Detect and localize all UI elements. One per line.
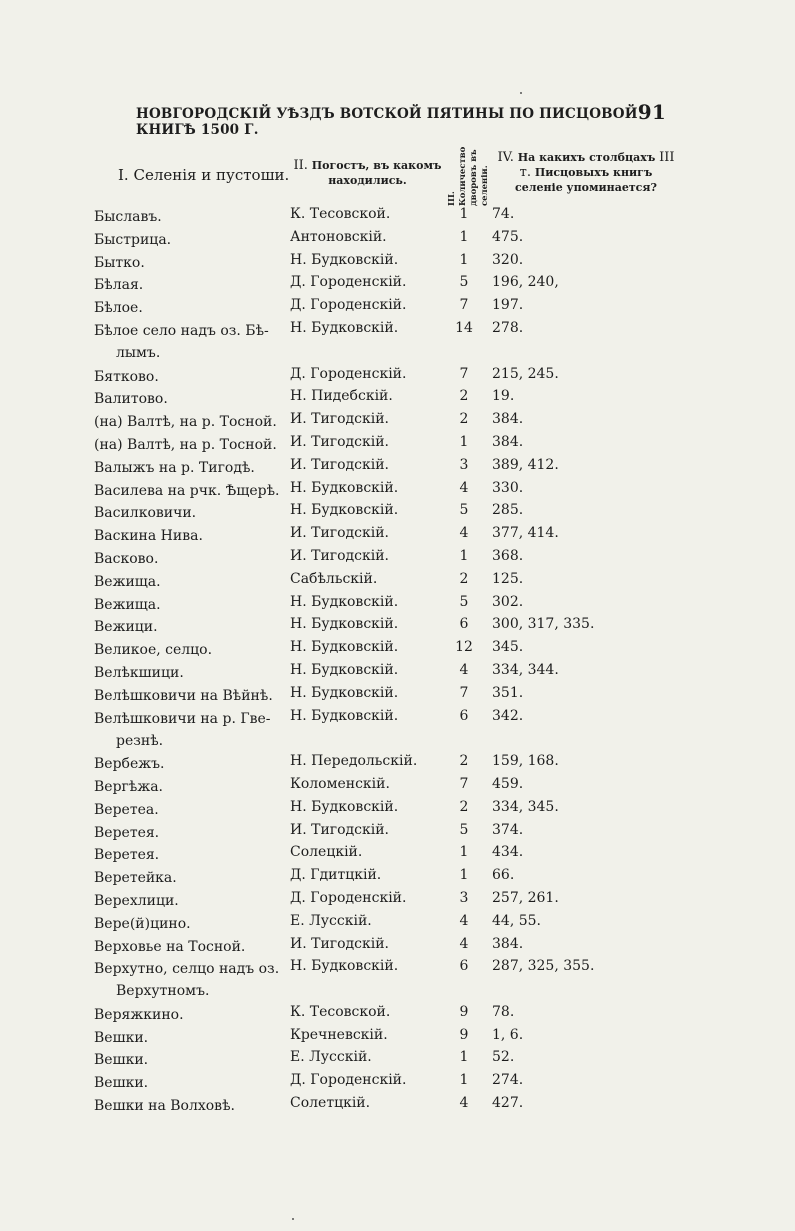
column-header-columns-text2: Писцовыхъ книгъ селеніе упоминается? bbox=[515, 166, 657, 194]
household-count: 1 bbox=[459, 251, 469, 268]
table-row bbox=[0, 295, 795, 318]
table-row bbox=[0, 956, 795, 1002]
column-references: 215, 245. bbox=[492, 365, 559, 382]
table-row bbox=[0, 774, 795, 797]
table-row bbox=[0, 934, 795, 957]
table-row bbox=[0, 797, 795, 820]
page-number: 91 bbox=[637, 100, 666, 124]
household-count: 1 bbox=[459, 547, 469, 564]
settlement-name-text: Бѣлое село надъ оз. Бѣ- bbox=[94, 322, 269, 339]
settlement-name-text: Веретея. bbox=[94, 824, 160, 841]
table-row bbox=[0, 500, 795, 523]
table-row bbox=[0, 706, 795, 752]
table-row bbox=[0, 592, 795, 615]
pogost-cell: Д. Городенскій. bbox=[290, 365, 407, 382]
column-references: 52. bbox=[492, 1049, 515, 1066]
pogost-cell: Н. Будковскій. bbox=[290, 958, 399, 975]
settlement-name bbox=[94, 1027, 284, 1049]
column-header-columns-text: На какихъ столбцахъ bbox=[517, 151, 656, 164]
column-references: 427. bbox=[492, 1095, 524, 1112]
settlement-name-text: Верхутно, селцо надъ оз. bbox=[94, 961, 280, 978]
settlement-name bbox=[94, 388, 284, 410]
table-row bbox=[0, 842, 795, 865]
pogost-cell: Д. Гдитцкій. bbox=[290, 867, 382, 884]
pogost-cell: Н. Будковскій. bbox=[290, 479, 399, 496]
table-row bbox=[0, 1047, 795, 1070]
household-count: 5 bbox=[459, 502, 469, 519]
settlement-name bbox=[94, 297, 284, 319]
settlement-name-text: Бѣлое. bbox=[94, 300, 143, 317]
table-row bbox=[0, 1093, 795, 1116]
column-header-columns-number: IV. bbox=[497, 150, 514, 165]
settlement-name-text: Веретеа. bbox=[94, 801, 159, 818]
column-references: 302. bbox=[492, 593, 524, 610]
column-references: 384. bbox=[492, 433, 524, 450]
household-count: 4 bbox=[459, 935, 469, 952]
household-count: 4 bbox=[459, 525, 469, 542]
household-count: 1 bbox=[459, 433, 469, 450]
household-count: 1 bbox=[459, 206, 469, 222]
pogost-cell: Н. Передольскій. bbox=[290, 753, 418, 770]
table-row bbox=[0, 478, 795, 501]
table-row bbox=[0, 546, 795, 569]
column-references: 74. bbox=[492, 206, 515, 222]
column-references: 44, 55. bbox=[492, 912, 541, 929]
pogost-cell: Д. Городенскій. bbox=[290, 1072, 407, 1089]
settlement-name bbox=[94, 434, 284, 456]
table-row bbox=[0, 272, 795, 295]
settlement-name bbox=[94, 708, 284, 752]
settlement-name-text: Вешки. bbox=[94, 1075, 149, 1092]
pogost-cell: Солецкій. bbox=[290, 844, 363, 861]
settlement-name-text: Вербежъ. bbox=[94, 756, 165, 773]
column-references: 159, 168. bbox=[492, 753, 559, 770]
settlement-name-continuation: лымъ. bbox=[116, 344, 161, 361]
household-count: 9 bbox=[459, 1026, 469, 1043]
column-references: 78. bbox=[492, 1003, 515, 1020]
pogost-cell: Антоновскій. bbox=[290, 228, 387, 245]
household-count: 5 bbox=[459, 821, 469, 838]
table-row bbox=[0, 455, 795, 478]
column-references: 197. bbox=[492, 297, 524, 314]
table-row bbox=[0, 751, 795, 774]
household-count: 4 bbox=[459, 1095, 469, 1112]
pogost-cell: Н. Пидебскій. bbox=[290, 388, 393, 405]
household-count: 1 bbox=[459, 867, 469, 884]
pogost-cell: Д. Городенскій. bbox=[290, 274, 407, 291]
settlement-name bbox=[94, 662, 284, 684]
pogost-cell: Н. Будковскій. bbox=[290, 319, 399, 336]
column-header-columns-volume: III т. bbox=[519, 150, 675, 180]
pogost-cell: Н. Будковскій. bbox=[290, 707, 399, 724]
household-count: 7 bbox=[459, 365, 469, 382]
pogost-cell: Н. Будковскій. bbox=[290, 593, 399, 610]
column-references: 19. bbox=[492, 388, 515, 405]
household-count: 9 bbox=[459, 1003, 469, 1020]
household-count: 2 bbox=[459, 388, 469, 405]
settlement-name-text: Велѣшковичи на Вѣйнѣ. bbox=[94, 687, 273, 704]
table-row bbox=[0, 364, 795, 387]
table-row bbox=[0, 432, 795, 455]
column-references: 300, 317, 335. bbox=[492, 616, 595, 633]
settlement-name-text: Васкина Нива. bbox=[94, 528, 203, 545]
settlement-name bbox=[94, 480, 284, 502]
settlement-name bbox=[94, 776, 284, 798]
table-row bbox=[0, 660, 795, 683]
household-count: 7 bbox=[459, 684, 469, 701]
settlement-name bbox=[94, 1049, 284, 1071]
pogost-cell: Коломенскій. bbox=[290, 775, 390, 792]
table-row bbox=[0, 637, 795, 660]
column-references: 287, 325, 355. bbox=[492, 958, 595, 975]
settlement-name-text: Веретея. bbox=[94, 847, 160, 864]
column-references: 368. bbox=[492, 547, 524, 564]
table-row bbox=[0, 409, 795, 432]
household-count: 1 bbox=[459, 1072, 469, 1089]
pogost-cell: Д. Городенскій. bbox=[290, 889, 407, 906]
settlement-name-text: Великое, селцо. bbox=[94, 642, 213, 659]
table-row bbox=[0, 204, 795, 227]
table-row bbox=[0, 888, 795, 911]
household-count: 5 bbox=[459, 274, 469, 291]
column-references: 459. bbox=[492, 775, 524, 792]
settlement-name-text: Вергѣжа. bbox=[94, 778, 163, 795]
pogost-cell: И. Тигодскій. bbox=[290, 411, 390, 428]
table-row bbox=[0, 614, 795, 637]
pogost-cell: Е. Лусскій. bbox=[290, 912, 372, 929]
pogost-cell: И. Тигодскій. bbox=[290, 525, 390, 542]
pogost-cell: Кречневскій. bbox=[290, 1026, 388, 1043]
settlement-name bbox=[94, 229, 284, 251]
settlement-name-text: Вежици. bbox=[94, 619, 158, 636]
column-references: 377, 414. bbox=[492, 525, 559, 542]
settlement-name bbox=[94, 548, 284, 570]
settlement-name-text: Вере(й)цино. bbox=[94, 915, 191, 932]
settlement-name-text: Вешки. bbox=[94, 1029, 149, 1046]
column-references: 257, 261. bbox=[492, 889, 559, 906]
settlement-name-text: (на) Валтѣ, на р. Тосной. bbox=[94, 414, 277, 431]
pogost-cell: Н. Будковскій. bbox=[290, 616, 399, 633]
settlement-name-text: Вешки. bbox=[94, 1052, 149, 1069]
settlement-name-text: Бѣлая. bbox=[94, 277, 144, 294]
pogost-cell: Е. Лусскій. bbox=[290, 1049, 372, 1066]
pogost-cell: К. Тесовской. bbox=[290, 1003, 391, 1020]
column-references: 66. bbox=[492, 867, 515, 884]
settlement-name-text: Валыжъ на р. Тигодѣ. bbox=[94, 459, 255, 476]
settlement-name-text: Веряжкино. bbox=[94, 1006, 184, 1023]
column-header-columns bbox=[496, 150, 676, 195]
household-count: 2 bbox=[459, 753, 469, 770]
settlement-name-text: Верховье на Тосной. bbox=[94, 938, 246, 955]
settlement-name-text: Бытко. bbox=[94, 254, 145, 271]
settlement-name-text: Велѣшковичи на р. Гве- bbox=[94, 710, 271, 727]
settlement-name bbox=[94, 320, 284, 364]
household-count: 1 bbox=[459, 228, 469, 245]
running-head-title: НОВГОРОДСКІЙ УѢЗДЪ ВОТСКОЙ ПЯТИНЫ ПО ПИСЦОВОЙ КНИГѢ 1500 Г. bbox=[136, 106, 638, 138]
column-references: 389, 412. bbox=[492, 456, 559, 473]
settlement-name bbox=[94, 1072, 284, 1094]
settlement-name bbox=[94, 913, 284, 935]
table-row bbox=[0, 820, 795, 843]
settlement-name bbox=[94, 936, 284, 958]
column-references: 475. bbox=[492, 228, 524, 245]
pogost-cell: Н. Будковскій. bbox=[290, 251, 399, 268]
table-row bbox=[0, 523, 795, 546]
settlement-name-text: Быславъ. bbox=[94, 209, 162, 225]
household-count: 14 bbox=[455, 319, 473, 336]
table-row bbox=[0, 250, 795, 273]
settlement-name-text: Василева на рчк. Ѣщерѣ. bbox=[94, 482, 280, 499]
settlement-name bbox=[94, 799, 284, 821]
table-row bbox=[0, 1002, 795, 1025]
settlement-name-continuation: Верхутномъ. bbox=[116, 983, 210, 1000]
settlement-name bbox=[94, 274, 284, 296]
column-references: 320. bbox=[492, 251, 524, 268]
settlement-name bbox=[94, 753, 284, 775]
settlement-name bbox=[94, 639, 284, 661]
column-header-pogost-text: Погостъ, въ какомъ находились. bbox=[311, 159, 442, 187]
settlement-name-text: (на) Валтѣ, на р. Тосной. bbox=[94, 436, 277, 453]
household-count: 5 bbox=[459, 593, 469, 610]
settlement-name-text: Вежища. bbox=[94, 596, 161, 613]
household-count: 1 bbox=[459, 844, 469, 861]
pogost-cell: Н. Будковскій. bbox=[290, 684, 399, 701]
settlement-name bbox=[94, 366, 284, 388]
settlement-name bbox=[94, 594, 284, 616]
settlement-name bbox=[94, 958, 284, 1002]
settlement-name-text: Вежища. bbox=[94, 573, 161, 590]
column-header-settlements: I. Селенія и пустоши. bbox=[118, 166, 290, 184]
settlement-name bbox=[94, 1004, 284, 1026]
settlement-name-text: Васково. bbox=[94, 550, 159, 567]
table-row bbox=[0, 227, 795, 250]
settlement-name-text: Верехлици. bbox=[94, 892, 179, 909]
settlement-name bbox=[94, 457, 284, 479]
household-count: 6 bbox=[459, 707, 469, 724]
column-references: 330. bbox=[492, 479, 524, 496]
household-count: 4 bbox=[459, 479, 469, 496]
settlement-name-continuation: резнѣ. bbox=[116, 732, 164, 749]
household-count: 3 bbox=[459, 456, 469, 473]
settlement-name-text: Вешки на Волховѣ. bbox=[94, 1098, 235, 1115]
household-count: 2 bbox=[459, 798, 469, 815]
column-references: 334, 345. bbox=[492, 798, 559, 815]
register-table bbox=[0, 204, 795, 1116]
settlement-name bbox=[94, 1095, 284, 1117]
column-header-pogost bbox=[290, 158, 445, 188]
settlement-name bbox=[94, 867, 284, 889]
table-row bbox=[0, 683, 795, 706]
pogost-cell: Н. Будковскій. bbox=[290, 639, 399, 656]
column-references: 285. bbox=[492, 502, 524, 519]
column-references: 374. bbox=[492, 821, 524, 838]
household-count: 7 bbox=[459, 297, 469, 314]
settlement-name bbox=[94, 206, 284, 228]
table-row bbox=[0, 911, 795, 934]
column-references: 351. bbox=[492, 684, 524, 701]
settlement-name-text: Быстрица. bbox=[94, 231, 172, 248]
column-references: 196, 240, bbox=[492, 274, 559, 291]
settlement-name bbox=[94, 525, 284, 547]
household-count: 2 bbox=[459, 570, 469, 587]
settlement-name bbox=[94, 890, 284, 912]
household-count: 7 bbox=[459, 775, 469, 792]
household-count: 1 bbox=[459, 1049, 469, 1066]
column-references: 125. bbox=[492, 570, 524, 587]
pogost-cell: И. Тигодскій. bbox=[290, 821, 390, 838]
running-head bbox=[136, 100, 666, 138]
column-references: 384. bbox=[492, 935, 524, 952]
column-references: 434. bbox=[492, 844, 524, 861]
column-references: 345. bbox=[492, 639, 524, 656]
household-count: 6 bbox=[459, 616, 469, 633]
paper-speck bbox=[520, 92, 522, 94]
pogost-cell: И. Тигодскій. bbox=[290, 433, 390, 450]
column-references: 278. bbox=[492, 319, 524, 336]
pogost-cell: К. Тесовской. bbox=[290, 206, 391, 222]
pogost-cell: Н. Будковскій. bbox=[290, 798, 399, 815]
table-row bbox=[0, 386, 795, 409]
pogost-cell: И. Тигодскій. bbox=[290, 547, 390, 564]
paper-speck bbox=[292, 1218, 294, 1220]
settlement-name bbox=[94, 844, 284, 866]
table-row bbox=[0, 865, 795, 888]
pogost-cell: И. Тигодскій. bbox=[290, 935, 390, 952]
household-count: 4 bbox=[459, 661, 469, 678]
table-row bbox=[0, 569, 795, 592]
household-count: 6 bbox=[459, 958, 469, 975]
household-count: 3 bbox=[459, 889, 469, 906]
column-references: 384. bbox=[492, 411, 524, 428]
pogost-cell: Д. Городенскій. bbox=[290, 297, 407, 314]
settlement-name-text: Веретейка. bbox=[94, 870, 177, 887]
pogost-cell: И. Тигодскій. bbox=[290, 456, 390, 473]
household-count: 2 bbox=[459, 411, 469, 428]
settlement-name-text: Валитово. bbox=[94, 391, 168, 408]
settlement-name bbox=[94, 822, 284, 844]
settlement-name bbox=[94, 571, 284, 593]
pogost-cell: Сабѣльскій. bbox=[290, 570, 378, 587]
column-references: 274. bbox=[492, 1072, 524, 1089]
settlement-name bbox=[94, 616, 284, 638]
settlement-name-text: Велѣкшици. bbox=[94, 664, 184, 681]
settlement-name-text: Василковичи. bbox=[94, 505, 197, 522]
column-references: 1, 6. bbox=[492, 1026, 524, 1043]
settlement-name bbox=[94, 685, 284, 707]
settlement-name bbox=[94, 502, 284, 524]
column-header-households: III. Количество дворовъ въ селеніи. bbox=[447, 146, 490, 206]
column-references: 334, 344. bbox=[492, 661, 559, 678]
column-header-pogost-number: II. bbox=[293, 158, 308, 173]
pogost-cell: Солетцкій. bbox=[290, 1095, 371, 1112]
pogost-cell: Н. Будковскій. bbox=[290, 502, 399, 519]
pogost-cell: Н. Будковскій. bbox=[290, 661, 399, 678]
table-row bbox=[0, 1025, 795, 1048]
settlement-name bbox=[94, 411, 284, 433]
column-references: 342. bbox=[492, 707, 524, 724]
settlement-name-text: Бятково. bbox=[94, 368, 159, 385]
household-count: 12 bbox=[455, 639, 473, 656]
table-row bbox=[0, 1070, 795, 1093]
settlement-name bbox=[94, 252, 284, 274]
table-row bbox=[0, 318, 795, 364]
household-count: 4 bbox=[459, 912, 469, 929]
